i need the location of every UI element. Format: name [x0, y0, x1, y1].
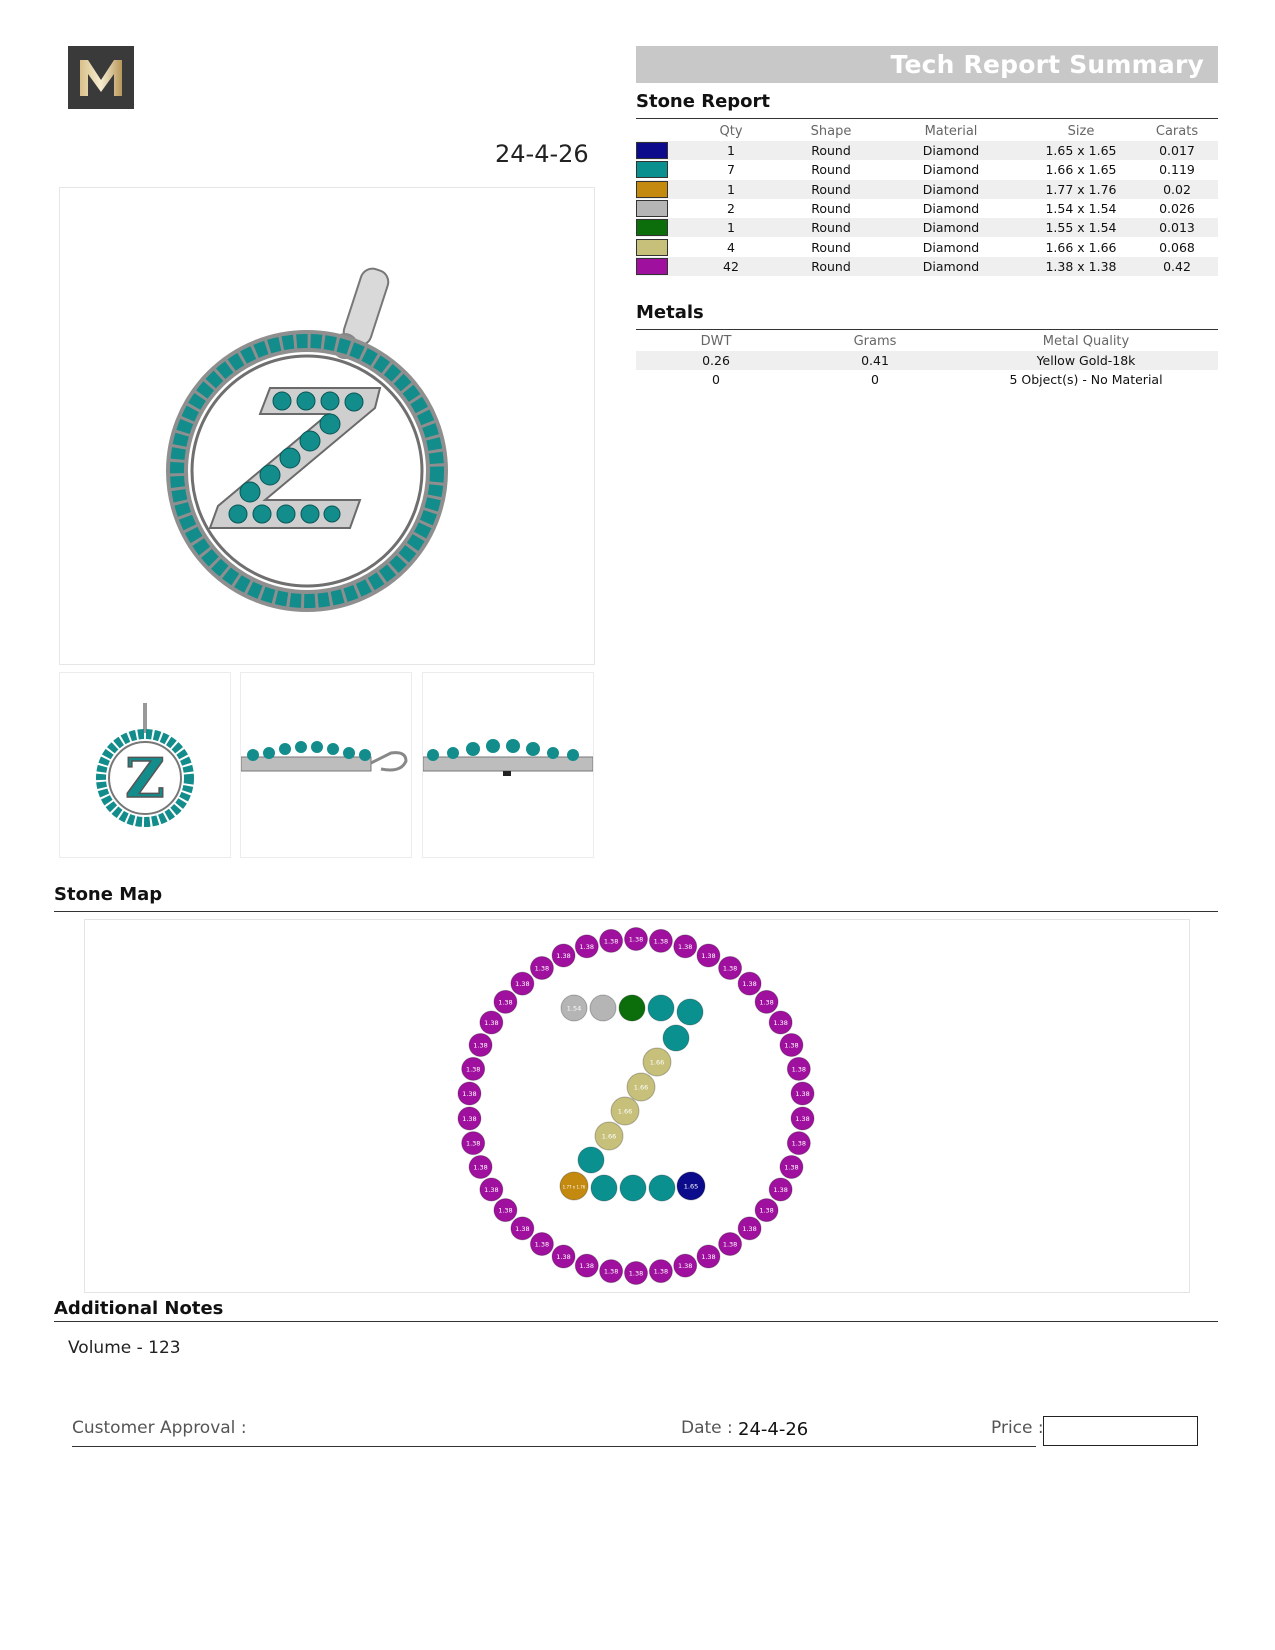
ring-stone-label: 1.38	[556, 1252, 571, 1261]
column-header: Material	[924, 123, 978, 139]
gray-stone	[590, 995, 616, 1021]
ring-stone	[511, 1217, 534, 1240]
stone-carats-cell: 0.02	[1136, 180, 1218, 199]
ring-stone	[600, 929, 623, 952]
stone-row	[636, 180, 1218, 199]
stone-shape-cell: Round	[811, 162, 851, 178]
stone-size-cell: 1.54 x 1.54	[1045, 201, 1117, 217]
metals-rule	[636, 329, 1218, 330]
stone-color-swatch	[636, 258, 668, 275]
ring-stone	[719, 1232, 742, 1255]
ring-stone	[649, 929, 672, 952]
stone-material-cell: Diamond	[922, 162, 980, 178]
stone-shape-cell: Round	[786, 141, 876, 160]
ring-stone	[480, 1178, 503, 1201]
ring-stone-label: 1.38	[603, 1267, 619, 1276]
ring-stone	[625, 1262, 648, 1285]
stone-carats-cell: 0.017	[1136, 141, 1218, 160]
report-title: Tech Report Summary	[890, 50, 1204, 79]
ring-stone-label: 1.38	[722, 1240, 738, 1249]
metal-quality-cell: Yellow Gold-18k	[954, 351, 1218, 370]
ring-stone	[511, 972, 534, 995]
stone-qty-cell: 7	[727, 162, 735, 178]
customer-approval-label: Customer Approval :	[72, 1418, 247, 1438]
gray-stone-dot	[590, 995, 616, 1021]
metal-grams-cell: 0	[871, 372, 879, 388]
ring-stone-label: 1.38	[701, 952, 716, 961]
teal-stone-dot	[649, 1175, 675, 1201]
ring-stone-label: 1.38	[498, 998, 513, 1007]
stone-color-swatch	[636, 219, 668, 236]
stone-color-cell	[636, 141, 676, 160]
stone-carats-cell: 0.119	[1159, 162, 1195, 178]
ring-stone-label: 1.38	[498, 1206, 513, 1215]
stone-shape-cell: Round	[811, 239, 851, 255]
stone-row	[636, 199, 1218, 218]
ring-stone	[787, 1057, 810, 1080]
ring-stone	[769, 1178, 792, 1201]
stone-material-cell: Diamond	[876, 218, 1026, 237]
ring-stone-label: 1.38	[534, 1240, 550, 1249]
ring-stone	[738, 1217, 761, 1240]
column-header: Shape	[810, 123, 852, 139]
green-stone	[619, 995, 645, 1021]
ring-stone-label: 1.38	[653, 1267, 669, 1276]
stone-map-heading: Stone Map	[54, 884, 163, 905]
yellow-stone-label: 1.66	[633, 1083, 649, 1092]
ring-stone	[697, 1245, 720, 1268]
teal-stone-dot	[648, 995, 674, 1021]
stone-row	[636, 141, 1218, 160]
notes-rule	[54, 1321, 1218, 1322]
ring-stone	[458, 1082, 481, 1105]
ring-stone	[738, 972, 761, 995]
ring-stone-label: 1.38	[784, 1163, 799, 1172]
teal-stone-dot	[620, 1175, 646, 1201]
ring-stone	[755, 1199, 778, 1222]
stone-row	[636, 218, 1218, 237]
ring-stone	[791, 1082, 814, 1105]
ring-stone-label: 1.38	[773, 1019, 788, 1027]
ring-stone	[458, 1107, 481, 1130]
teal-stone-dot	[677, 999, 703, 1025]
teal-stone-dot	[663, 1025, 689, 1051]
yellow-stone	[627, 1073, 655, 1101]
metal-dwt-cell: 0	[712, 372, 720, 388]
ring-stone	[552, 944, 575, 967]
stone-color-cell	[636, 180, 676, 199]
blue-stone-label: 1.65	[683, 1182, 699, 1191]
date-value: 24-4-26	[738, 1419, 809, 1440]
stone-carats-cell: 0.42	[1136, 257, 1218, 276]
teal-stone	[677, 999, 703, 1025]
stone-report-rule	[636, 118, 1218, 119]
ring-stone	[791, 1107, 814, 1130]
yellow-stone-label: 1.66	[649, 1058, 665, 1067]
ring-stone-label: 1.38	[759, 998, 774, 1007]
stone-report-table	[636, 121, 1218, 276]
stone-qty-cell: 1	[676, 180, 786, 199]
ring-stone-label: 1.38	[628, 1269, 644, 1278]
stone-color-cell	[636, 218, 676, 237]
ring-stone	[755, 990, 778, 1013]
stone-size-cell: 1.38 x 1.38	[1026, 257, 1136, 276]
teal-stone	[663, 1025, 689, 1051]
stone-row	[636, 160, 1218, 179]
teal-stone	[591, 1175, 617, 1201]
ring-stone	[480, 1011, 503, 1034]
stone-color-swatch	[636, 200, 668, 217]
metals-header-row	[636, 331, 1218, 351]
teal-stone-dot	[578, 1147, 604, 1173]
stone-material-cell: Diamond	[876, 141, 1026, 160]
ring-stone	[780, 1033, 803, 1056]
ring-stone-label: 1.38	[484, 1186, 499, 1194]
stone-size-cell: 1.66 x 1.66	[1045, 239, 1117, 255]
ring-stone-label: 1.38	[784, 1041, 799, 1050]
orange-stone	[560, 1172, 588, 1200]
yellow-stone	[643, 1048, 671, 1076]
ring-stone-label: 1.38	[653, 937, 669, 946]
ring-stone	[674, 935, 697, 958]
teal-stone	[620, 1175, 646, 1201]
svg-text:Z: Z	[125, 746, 165, 810]
ring-stone-label: 1.38	[473, 1041, 488, 1050]
column-header: DWT	[700, 333, 732, 349]
ring-stone-label: 1.38	[473, 1163, 488, 1172]
ring-stone	[469, 1156, 492, 1179]
ring-stone	[530, 957, 553, 980]
column-header: Qty	[719, 123, 743, 139]
column-header: Metal Quality	[1042, 333, 1130, 349]
gray-stone	[561, 995, 587, 1021]
ring-stone-label: 1.38	[462, 1090, 477, 1099]
stone-shape-cell: Round	[786, 257, 876, 276]
stone-carats-cell: 0.013	[1136, 218, 1218, 237]
ring-stone	[769, 1011, 792, 1034]
ring-stone-label: 1.38	[579, 942, 595, 951]
stone-color-swatch	[636, 181, 668, 198]
ring-stone	[469, 1033, 492, 1056]
ring-stone	[575, 1254, 598, 1277]
stone-size-cell: 1.66 x 1.65	[1045, 162, 1117, 178]
gray-stone-label: 1.54	[566, 1004, 582, 1013]
ring-stone-label: 1.38	[534, 964, 550, 973]
company-logo	[68, 46, 134, 109]
stone-qty-cell: 42	[676, 257, 786, 276]
orange-stone-label: 1.77 x 1.76	[562, 1184, 586, 1190]
stone-shape-cell: Round	[786, 180, 876, 199]
stone-material-cell: Diamond	[876, 257, 1026, 276]
main-product-render	[59, 187, 595, 665]
ring-stone	[530, 1232, 553, 1255]
metal-row	[636, 370, 1218, 389]
price-label: Price :	[991, 1418, 1044, 1438]
teal-stone-dot	[591, 1175, 617, 1201]
stone-color-cell	[636, 257, 676, 276]
yellow-stone-label: 1.66	[617, 1107, 633, 1116]
ring-stone-label: 1.38	[773, 1186, 788, 1194]
ring-stone	[462, 1057, 485, 1080]
thumbnail-side-view[interactable]	[240, 672, 412, 858]
stone-qty-cell: 2	[727, 201, 735, 217]
stone-shape-cell: Round	[786, 218, 876, 237]
ring-stone-label: 1.38	[701, 1252, 716, 1261]
ring-stone-label: 1.38	[484, 1019, 499, 1027]
stone-report-heading: Stone Report	[636, 91, 771, 112]
metal-dwt-cell: 0.26	[636, 351, 796, 370]
metals-table	[636, 331, 1218, 390]
stone-qty-cell: 1	[676, 218, 786, 237]
ring-stone	[462, 1132, 485, 1155]
ring-stone-label: 1.38	[677, 1262, 693, 1271]
ring-stone-label: 1.38	[742, 980, 757, 989]
ring-stone-label: 1.38	[462, 1114, 477, 1123]
ring-stone-label: 1.38	[742, 1224, 757, 1233]
price-field[interactable]	[1043, 1416, 1198, 1446]
thumbnail-front-view[interactable]	[59, 672, 231, 858]
ring-stone-label: 1.38	[515, 1224, 530, 1233]
stone-carats-cell: 0.026	[1159, 201, 1195, 217]
metal-quality-cell: 5 Object(s) - No Material	[1009, 372, 1163, 388]
ring-stone-label: 1.38	[465, 1065, 481, 1074]
stone-map-rule	[54, 911, 1218, 912]
stone-size-cell: 1.77 x 1.76	[1026, 180, 1136, 199]
stone-color-cell	[636, 199, 676, 218]
notes-heading: Additional Notes	[54, 1298, 224, 1319]
ring-stone-label: 1.38	[722, 964, 738, 973]
column-header: Carats	[1155, 123, 1199, 139]
stone-size-cell: 1.55 x 1.54	[1026, 218, 1136, 237]
blue-stone	[677, 1172, 705, 1200]
ring-stone-label: 1.38	[515, 980, 530, 989]
teal-stone	[648, 995, 674, 1021]
yellow-stone	[595, 1122, 623, 1150]
ring-stone-label: 1.38	[795, 1114, 810, 1123]
ring-stone	[494, 1199, 517, 1222]
stone-report-header-row	[636, 121, 1218, 141]
ring-stone-label: 1.38	[465, 1139, 481, 1148]
ring-stone	[575, 935, 598, 958]
stone-color-swatch	[636, 161, 668, 178]
metal-row	[636, 351, 1218, 370]
design-id: 24-4-26	[495, 140, 589, 168]
stone-size-cell: 1.65 x 1.65	[1026, 141, 1136, 160]
stone-row	[636, 237, 1218, 256]
metal-grams-cell: 0.41	[796, 351, 954, 370]
ring-stone-label: 1.38	[603, 937, 619, 946]
report-title-bar	[636, 46, 1218, 83]
metals-heading: Metals	[636, 302, 704, 323]
stone-qty-cell: 4	[727, 239, 735, 255]
stone-row	[636, 257, 1218, 276]
ring-stone	[697, 944, 720, 967]
ring-stone	[552, 1245, 575, 1268]
stone-qty-cell: 1	[676, 141, 786, 160]
teal-stone	[578, 1147, 604, 1173]
teal-stone	[649, 1175, 675, 1201]
stone-material-cell: Diamond	[876, 180, 1026, 199]
ring-stone	[600, 1260, 623, 1283]
stone-shape-cell: Round	[811, 201, 851, 217]
stone-material-cell: Diamond	[922, 239, 980, 255]
ring-stone-label: 1.38	[628, 935, 644, 944]
ring-stone-label: 1.38	[795, 1090, 810, 1099]
ring-stone-label: 1.38	[791, 1065, 807, 1074]
stone-color-cell	[636, 237, 676, 256]
thumbnail-top-view[interactable]	[422, 672, 594, 858]
stone-color-swatch	[636, 239, 668, 256]
ring-stone-label: 1.38	[556, 952, 571, 961]
stone-carats-cell: 0.068	[1159, 239, 1195, 255]
green-stone-dot	[619, 995, 645, 1021]
ring-stone-label: 1.38	[579, 1262, 595, 1271]
column-header: Size	[1067, 123, 1095, 139]
ring-stone	[787, 1132, 810, 1155]
color-column-header	[636, 121, 676, 141]
column-header: Grams	[853, 333, 897, 349]
ring-stone	[719, 957, 742, 980]
ring-stone-label: 1.38	[759, 1206, 774, 1215]
notes-text: Volume - 123	[68, 1338, 181, 1358]
ring-stone	[780, 1156, 803, 1179]
stone-material-cell: Diamond	[922, 201, 980, 217]
ring-stone	[494, 990, 517, 1013]
ring-stone-label: 1.38	[677, 942, 693, 951]
yellow-stone-label: 1.66	[601, 1132, 617, 1141]
yellow-stone	[611, 1097, 639, 1125]
stone-map-diagram	[84, 919, 1190, 1293]
stone-color-swatch	[636, 142, 668, 159]
ring-stone	[625, 928, 648, 951]
approval-signature-line	[72, 1446, 1036, 1447]
ring-stone-label: 1.38	[791, 1139, 807, 1148]
stone-color-cell	[636, 160, 676, 179]
date-label: Date :	[681, 1418, 733, 1438]
ring-stone	[674, 1254, 697, 1277]
ring-stone	[649, 1260, 672, 1283]
